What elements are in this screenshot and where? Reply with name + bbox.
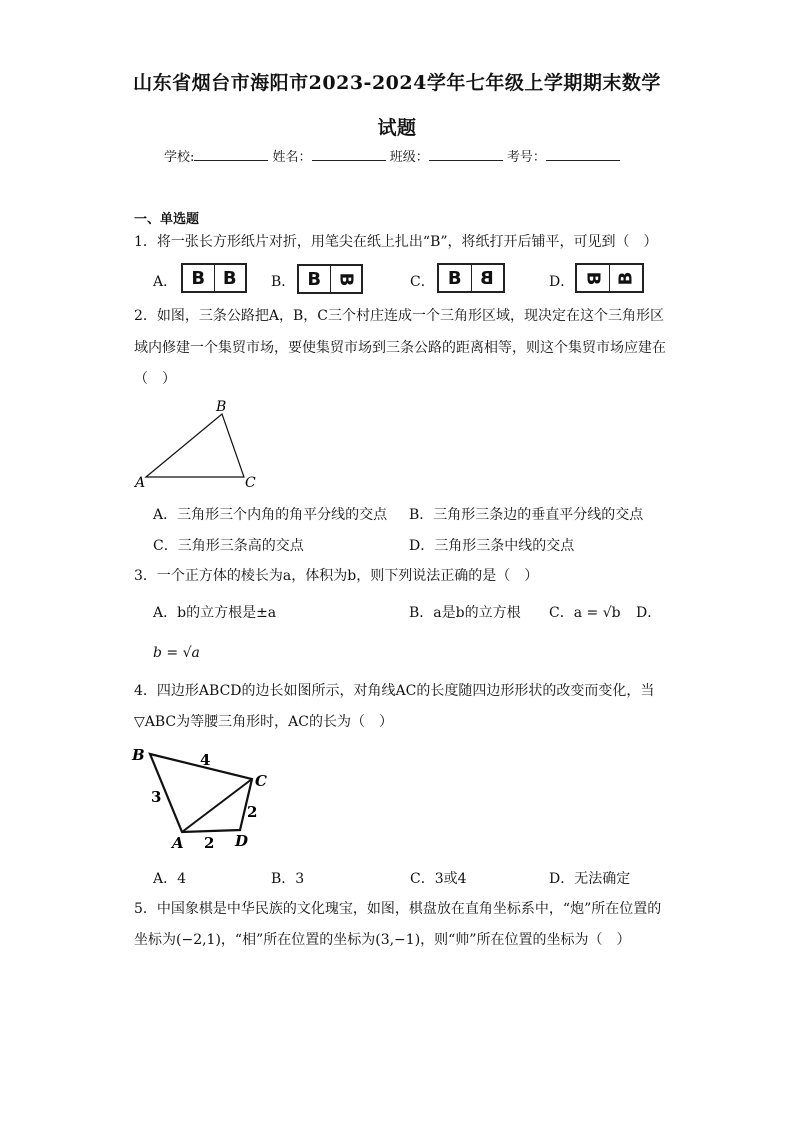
q3-option-a: A．b的立方根是±a xyxy=(153,605,277,621)
vertex-a-label: A xyxy=(172,834,184,852)
exam-number-blank xyxy=(546,148,620,161)
q4-stem-line2: ▽ABC为等腰三角形时，AC的长为（ ） xyxy=(134,714,393,730)
letter-b: B xyxy=(214,265,246,291)
q1-option-b-label: B． xyxy=(271,274,296,290)
vertex-c-label: C xyxy=(255,772,267,790)
school-label: 学校: xyxy=(164,150,195,165)
vertex-b-label: B xyxy=(132,746,145,764)
class-label: 班级： xyxy=(389,150,429,165)
q1-option-a-card xyxy=(181,263,247,293)
page-title-line1: 山东省烟台市海阳市2023-2024学年七年级上学期期末数学 xyxy=(133,72,661,94)
q1-option-b-card xyxy=(297,264,363,294)
q2-option-a: A．三角形三个内角的角平分线的交点 xyxy=(153,507,388,523)
q2-option-b: B．三角形三条边的垂直平分线的交点 xyxy=(409,507,644,523)
side-ab-label: 3 xyxy=(151,788,162,806)
q1-option-d-label: D． xyxy=(549,274,575,290)
vertex-c-label: C xyxy=(245,475,256,491)
q4-option-a: A．4 xyxy=(153,871,187,887)
letter-b-rotated: B xyxy=(582,271,604,285)
q3-option-d-text: b = √a xyxy=(153,645,200,661)
q2-option-c: C．三角形三条高的交点 xyxy=(153,538,304,554)
q4-stem-line1: 4．四边形ABCD的边长如图所示，对角线AC的长度随四边形形状的改变而变化，当 xyxy=(134,683,655,699)
q4-quadrilateral-figure xyxy=(128,742,278,854)
page-title-line2: 试题 xyxy=(377,117,417,139)
letter-b-rotated: B xyxy=(335,272,357,286)
letter-b-mirrored: B xyxy=(480,267,495,289)
q2-option-d: D．三角形三条中线的交点 xyxy=(409,538,575,554)
q2-stem-line3: （ ） xyxy=(134,371,176,387)
q1-option-d-card xyxy=(575,263,644,293)
side-bc-label: 4 xyxy=(200,751,211,769)
name-label: 姓名： xyxy=(272,150,312,165)
q5-stem-line2: 坐标为(−2,1)，“相”所在位置的坐标为(3,−1)，则“帅”所在位置的坐标为（ ） xyxy=(134,932,631,948)
exam-number-label: 考号： xyxy=(506,150,546,165)
q3-option-d-label: D． xyxy=(636,605,662,621)
vertex-b-label: B xyxy=(216,399,227,415)
q3-option-c: C．a = √b xyxy=(549,605,621,621)
letter-b: B xyxy=(191,267,206,289)
side-ad-label: 2 xyxy=(204,834,215,852)
vertex-d-label: D xyxy=(235,832,249,850)
q2-stem-line2: 域内修建一个集贸市场，要使集贸市场到三条公路的距离相等，则这个集贸市场应建在 xyxy=(134,340,666,356)
q5-stem-line1: 5．中国象棋是中华民族的文化瑰宝，如图，棋盘放在直角坐标系中，“炮”所在位置的 xyxy=(134,901,662,917)
side-cd-label: 2 xyxy=(247,803,258,821)
q1-stem: 1．将一张长方形纸片对折，用笔尖在纸上扎出“B”，将纸打开后铺平，可见到（ ） xyxy=(134,234,658,250)
info-fields xyxy=(164,146,620,165)
q1-option-a-label: A． xyxy=(153,274,178,290)
class-blank xyxy=(429,148,503,161)
q2-stem-line1: 2．如图，三条公路把A，B，C三个村庄连成一个三角形区域，现决定在这个三角形区 xyxy=(134,308,665,324)
q3-stem: 3．一个正方体的棱长为a，体积为b，则下列说法正确的是（ ） xyxy=(134,568,539,584)
q4-option-c: C．3或4 xyxy=(410,871,467,887)
q1-option-c-card xyxy=(437,263,505,293)
q1-option-c-label: C． xyxy=(410,274,435,290)
school-blank xyxy=(194,148,268,161)
q4-option-d: D．无法确定 xyxy=(549,871,631,887)
q2-triangle-figure xyxy=(128,396,268,492)
letter-b: B xyxy=(307,268,322,290)
vertex-a-label: A xyxy=(135,475,146,491)
name-blank xyxy=(312,148,386,161)
section-heading: 一、单选题 xyxy=(134,212,200,227)
q3-option-b: B．a是b的立方根 xyxy=(409,605,521,621)
letter-b: B xyxy=(447,267,462,289)
letter-b-rotated: B xyxy=(615,271,637,285)
q4-option-b: B．3 xyxy=(271,871,305,887)
